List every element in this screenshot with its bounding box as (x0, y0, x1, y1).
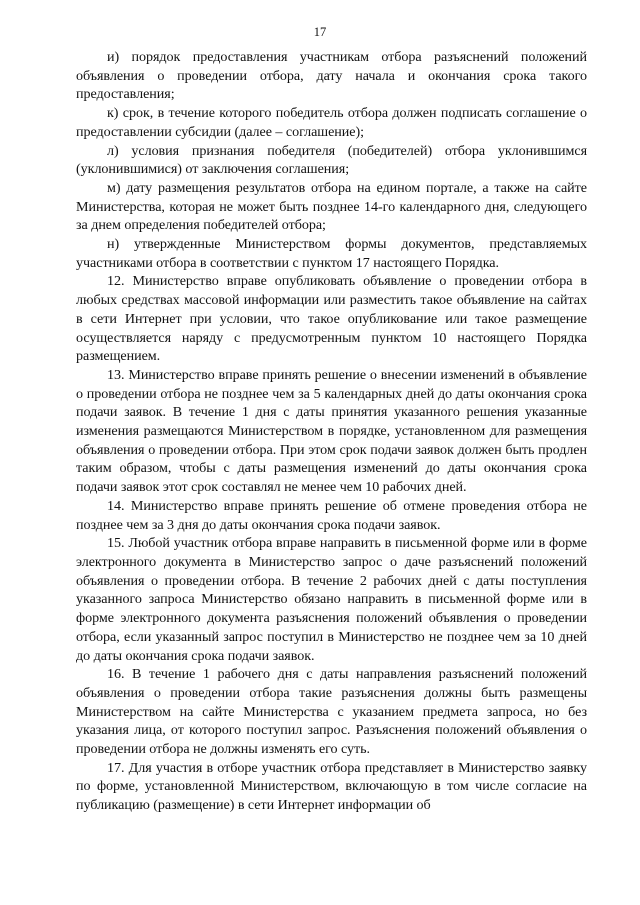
paragraph-clause-17: 17. Для участия в отборе участник отбора представляет в Министерство заявку по форме, установленной Министерством, включающую в том числе согласие на публикацию (размещение) в сети Интернет информации об (76, 759, 587, 814)
paragraph-item-l: л) условия признания победителя (победителей) отбора уклонившимся (уклонившимися) от заключения соглашения; (76, 142, 587, 178)
paragraph-item-m: м) дату размещения результатов отбора на едином портале, а также на сайте Министерства, которая не может быть позднее 14-го календарного дня, следующего за днем определения победителей отбора; (76, 179, 587, 234)
paragraph-clause-16: 16. В течение 1 рабочего дня с даты направления разъяснений положений объявления о проведении отбора такие разъяснения должны быть размещены Министерством на сайте Министерства с указанием предмета запроса, но без указания лица, от которого поступил запрос. Разъяснения положений объявления о проведении отбора не должны изменять его суть. (76, 666, 587, 758)
paragraph-item-n: н) утвержденные Министерством формы документов, представляемых участниками отбора в соответствии с пунктом 17 настоящего Порядка. (76, 236, 587, 271)
paragraph-item-i: и) порядок предоставления участникам отбора разъяснений положений объявления о проведении отбора, дату начала и окончания срока такого предоставления; (76, 49, 587, 103)
paragraph-clause-12: 12. Министерство вправе опубликовать объявление о проведении отбора в любых средствах массовой информации или разместить такое объявление на сайтах в сети Интернет при условии, что такое опубликование или такое размещение осуществляется наряду с предусмотренным пунктом 10 настоящего Порядка размещением. (76, 273, 587, 365)
paragraph-clause-15: 15. Любой участник отбора вправе направить в письменной форме или в форме электронного документа в Министерство запрос о даче разъяснений положений объявления о проведении отбора. В течение 2 рабочих дней с даты поступления указанного запроса Министерство обязано направить в письменной форме или в форме электронного документа разъяснения положений объявления о проведении отбора, если указанный запрос поступил в Министерство не позднее чем за 10 дней до даты окончания срока подачи заявок. (76, 535, 587, 664)
paragraph-item-k: к) срок, в течение которого победитель отбора должен подписать соглашение о предоставлении субсидии (далее – соглашение); (76, 105, 587, 140)
document-body (76, 48, 587, 815)
page-number: 17 (313, 25, 327, 39)
paragraph-clause-14: 14. Министерство вправе принять решение об отмене проведения отбора не позднее чем за 3 дня до даты окончания срока подачи заявок. (76, 497, 587, 533)
paragraph-clause-13: 13. Министерство вправе принять решение о внесении изменений в объявление о проведении отбора не позднее чем за 5 календарных дней до даты окончания срока подачи заявок. В течение 1 дня с даты принятия указанного решения указанные изменения размещаются Министерством в порядке, установленном для размещения объявления о проведении отбора. При этом срок подачи заявок должен быть продлен таким образом, чтобы с даты размещения изменений до даты окончания срока подачи заявок этот срок составлял не менее чем 10 рабочих дней. (76, 366, 587, 496)
